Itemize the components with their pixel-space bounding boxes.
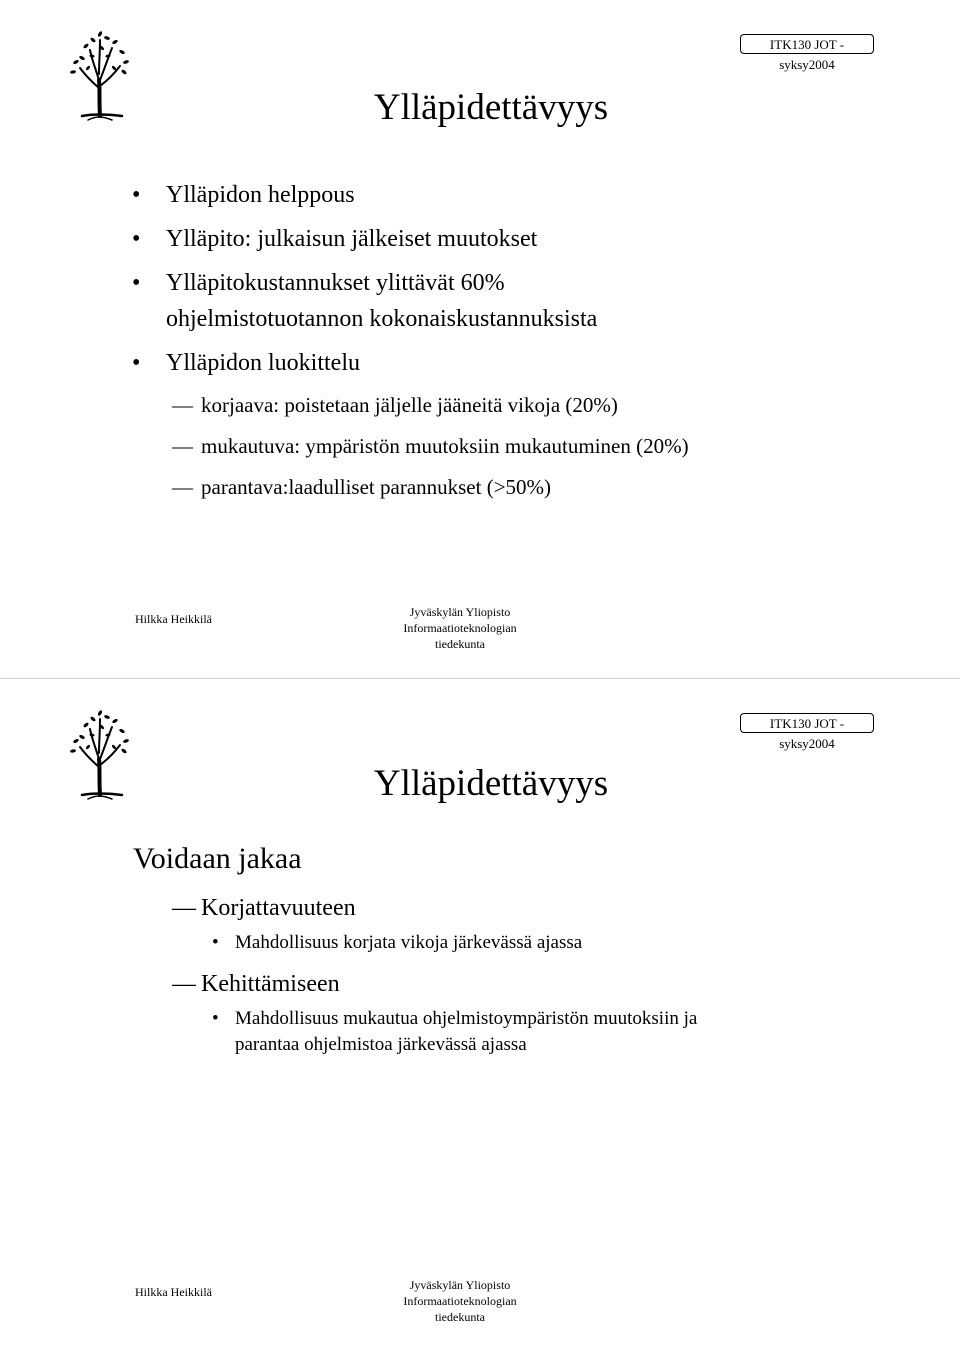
slide-1 (0, 0, 960, 678)
footer-author: Hilkka Heikkilä (135, 1285, 212, 1299)
bullet-icon: • (132, 270, 141, 296)
bullet-icon: • (212, 932, 219, 953)
sub-list-item: — Korjattavuuteen (128, 888, 795, 928)
dash-icon: — (172, 895, 196, 921)
bullet-icon: • (212, 1008, 219, 1029)
sub-list-item: — mukautuva: ympäristön muutoksiin mukautuminen (20%) (128, 426, 689, 467)
list-item: • Ylläpito: julkaisun jälkeiset muutokset (128, 217, 689, 261)
list-item: • Ylläpitokustannukset ylittävät 60% ohjelmistotuotannon kokonaiskustannuksista (128, 265, 689, 337)
bullet-list (128, 173, 689, 508)
sub-list-item: — Kehittämiseen (128, 964, 795, 1004)
list-item: • Mahdollisuus mukautua ohjelmistoympäristön muutoksiin ja parantaa ohjelmistoa järkevässä ajassa (212, 1008, 698, 1055)
bullet-list (128, 888, 795, 1066)
footer-institution: Jyväskylän Yliopisto Informaatioteknologian tiedekunta (403, 1278, 517, 1324)
footer-author: Hilkka Heikkilä (135, 612, 212, 626)
course-badge: ITK130 JOT - syksy2004 (740, 34, 874, 54)
dash-icon: — (172, 393, 193, 417)
list-item: • Mahdollisuus korjata vikoja järkevässä ajassa (128, 930, 795, 956)
dash-icon: — (172, 971, 196, 997)
sub-list-item: — korjaava: poistetaan jäljelle jääneitä vikoja (20%) (128, 385, 689, 426)
dash-icon: — (172, 434, 193, 458)
bullet-icon: • (132, 350, 141, 376)
footer-institution: Jyväskylän Yliopisto Informaatioteknologian tiedekunta (403, 605, 517, 651)
dash-icon: — (172, 475, 193, 499)
slide-title-text: Ylläpidettävyys (373, 87, 609, 128)
slide-title (0, 86, 960, 129)
sub-list-item: — parantava:laadulliset parannukset (>50%) (128, 467, 689, 508)
bullet-icon: • (132, 226, 141, 252)
slide-title-text: Ylläpidettävyys (373, 763, 609, 804)
course-badge: ITK130 JOT - syksy2004 (740, 713, 874, 733)
slide-title (0, 762, 960, 805)
section-heading: Voidaan jakaa (133, 842, 302, 875)
list-item: • Ylläpidon luokittelu (128, 341, 689, 385)
list-item: • Ylläpidon helppous (128, 173, 689, 217)
bullet-icon: • (132, 182, 141, 208)
